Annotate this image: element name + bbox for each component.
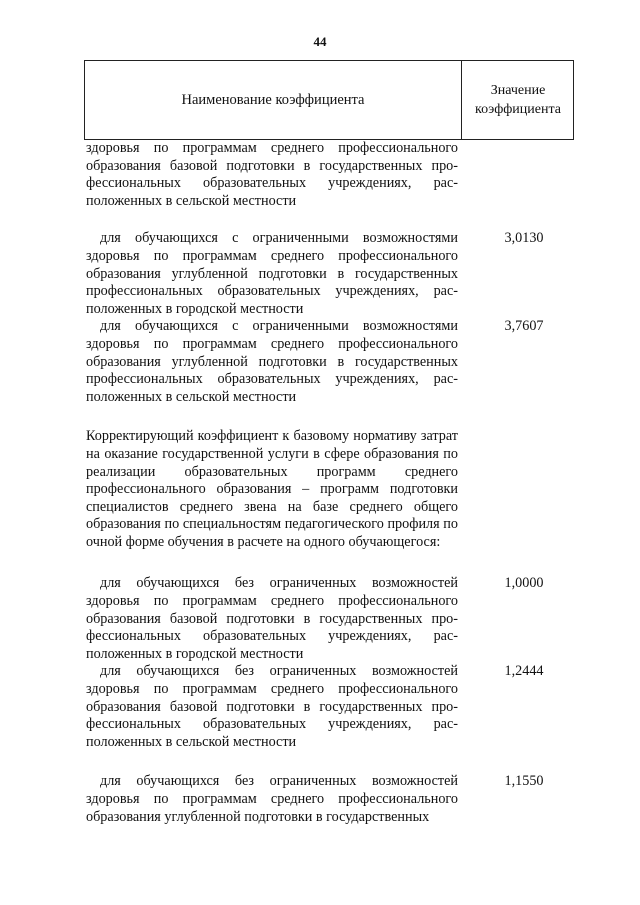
table-row (86, 773, 574, 826)
table-row (86, 140, 574, 210)
table-header (84, 60, 574, 140)
header-coefficient-name: Наименование коэффициента (85, 61, 462, 139)
row-text: здоровья по программам среднего профессионального образования базовой подготовки в государственных профессиональных образовательных учреждениях, расположенных в сельской местности (86, 140, 458, 209)
row-text: для обучающихся без ограниченных возможностей здоровья по программам среднего профессионального образования базовой подготовки в государственных профессиональных образовательных учреждениях, расположенных в сельской местности (86, 663, 458, 750)
row-text: для обучающихся без ограниченных возможностей здоровья по программам среднего профессионального образования базовой подготовки в государственных профессиональных образовательных учреждениях, расположенных в городской местности (86, 575, 458, 662)
table-row (86, 575, 574, 663)
row-value: 3,7607 (504, 318, 544, 335)
table-body (86, 140, 574, 826)
row-value: 1,1550 (504, 773, 544, 790)
table-row (86, 318, 574, 406)
table-row (86, 428, 574, 551)
row-value: 1,2444 (504, 663, 544, 680)
row-text: для обучающихся без ограниченных возможностей здоровья по программам среднего профессионального образования углубленной подготовки в государственных (86, 773, 458, 825)
row-text: Корректирующий коэффициент к базовому нормативу затрат на оказание государственной услуги в сфере образования по реализации образовательных программ среднего профессионального образования – программ подготовки специалистов среднего звена на базе среднего общего образования по специальностям педагогического профиля по очной форме обучения в расчете на одного обучающегося: (86, 428, 458, 550)
page-number: 44 (313, 34, 327, 49)
table-row (86, 663, 574, 751)
row-value: 3,0130 (504, 230, 544, 247)
row-text: для обучающихся с ограниченными возможностями здоровья по программам среднего профессионального образования углубленной подготовки в государственных профессиональных образовательных учреждениях, расположенных в городской местности (86, 230, 458, 317)
table-row (86, 230, 574, 318)
row-value: 1,0000 (504, 575, 544, 592)
header-coefficient-value: Значение коэффициента (475, 83, 561, 117)
row-text: для обучающихся с ограниченными возможностями здоровья по программам среднего профессионального образования углубленной подготовки в государственных профессиональных образовательных учреждениях, расположенных в сельской местности (86, 318, 458, 405)
